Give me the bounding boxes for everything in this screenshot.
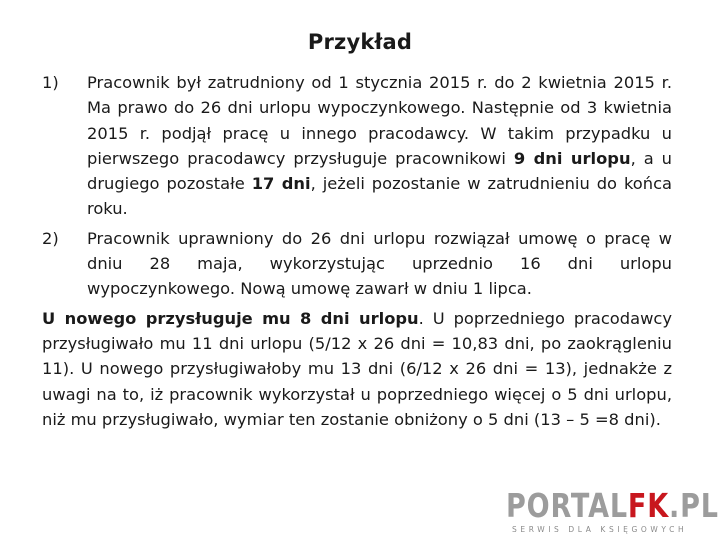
- logo-wordmark: [506, 488, 719, 524]
- slide-content: [42, 70, 672, 432]
- list-item-text: [79, 70, 672, 222]
- bold-segment: 9 dni urlopu: [513, 148, 631, 168]
- text-segment: , jeżeli pozostanie w zatrudnieniu do końca roku.: [87, 174, 672, 219]
- text-segment: . U poprzedniego pracodawcy przysługiwało mu 11 dni urlopu (5/12 x 26 dni = 10,83 dni, po zaokrągleniu 11). U nowego przysługiwałoby mu 13 dni (6/12 x 26 dni = 13), jednakże z uwagi na to, iż pracownik wykorzystał u poprzedniego więcej o 5 dni urlopu, niż mu przysługiwało, wymiar ten zostanie obniżony o 5 dni (13 – 5 =8 dni).: [42, 308, 672, 429]
- logo-fk-text: FK: [627, 486, 670, 525]
- logo-pl-text: .PL: [669, 486, 719, 525]
- logo-portal-text: PORTAL: [506, 486, 628, 525]
- text-segment: Pracownik był zatrudniony od 1 stycznia 2015 r. do 2 kwietnia 2015 r. Ma prawo do 26 dni urlopu wypoczynkowego. Następnie od 3 kwietnia 2015 r. podjął pracę u innego pracodawcy. W takim przypadku u pierwszego pracodawcy przysługuje pracownikowi: [87, 73, 672, 168]
- list-item-number: 1): [42, 73, 59, 92]
- list-item-2: [42, 226, 672, 302]
- list-item-1: [42, 70, 672, 222]
- list-item-text: Pracownik uprawniony do 26 dni urlopu rozwiązał umowę o pracę w dniu 28 maja, wykorzystując uprzednio 16 dni urlopu wypoczynkowego. Nową umowę zawarł w dniu 1 lipca.: [87, 228, 672, 299]
- portalfk-logo: [506, 486, 719, 536]
- text-segment: , a u drugiego pozostałe: [87, 148, 672, 194]
- logo-tagline: SERWIS DLA KSIĘGOWYCH: [512, 525, 688, 534]
- bold-segment: U nowego przysługuje mu 8 dni urlopu: [42, 308, 419, 328]
- list-item-number: 2): [42, 228, 59, 248]
- slide-title: Przykład: [307, 30, 413, 54]
- conclusion-paragraph: [42, 306, 672, 432]
- bold-segment: 17 dni: [251, 174, 311, 194]
